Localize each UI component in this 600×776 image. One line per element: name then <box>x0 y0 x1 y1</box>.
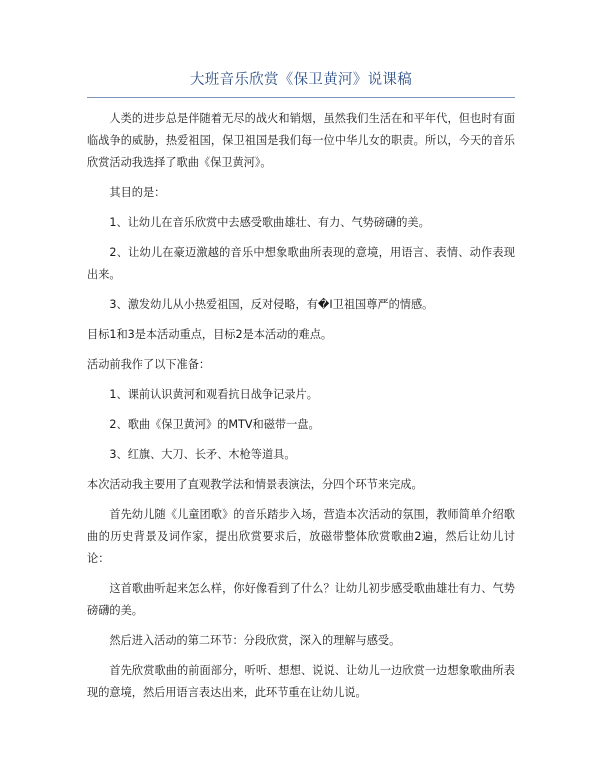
title-divider <box>87 97 515 98</box>
paragraph-step-1-question: 这首歌曲听起来怎么样，你好像看到了什么？让幼儿初步感受歌曲雄壮有力、气势磅礴的美。 <box>87 582 515 617</box>
paragraph-intro: 人类的进步总是伴随着无尽的战火和销烟，虽然我们生活在和平年代，但也时有面临战争的威胁，热爱祖国，保卫祖国是我们每一位中华儿女的职责。所以，今天的音乐欣赏活动我选择了歌曲《保卫黄河》。 <box>87 112 515 169</box>
document-body <box>87 108 515 712</box>
paragraph-goal-1: 1、让幼儿在音乐欣赏中去感受歌曲雄壮、有力、气势磅礴的美。 <box>109 216 430 229</box>
paragraph-step-2-detail: 首先欣赏歌曲的前面部分，听听、想想、说说、让幼儿一边欣赏一边想象歌曲所表现的意境，然后用语言表达出来，此环节重在让幼儿说。 <box>87 664 515 699</box>
paragraph-goal-3: 3、激发幼儿从小热爱祖国，反对侵略，有�I卫祖国尊严的情感。 <box>109 298 434 311</box>
document-title: 大班音乐欣赏《保卫黄河》说课稿 <box>190 72 412 88</box>
paragraph-step-1: 首先幼儿随《儿童团歌》的音乐踏步入场，营造本次活动的氛围，教师简单介绍歌曲的历史背景及词作家，提出欣赏要求后，放磁带整体欣赏歌曲2遍，然后让幼儿讨论： <box>87 508 515 565</box>
paragraph-focus: 目标1和3是本活动重点，目标2是本活动的难点。 <box>87 328 333 341</box>
paragraph-goal-2: 2、让幼儿在豪迈激越的音乐中想象歌曲所表现的意境，用语言、表情、动作表现出来。 <box>87 246 515 281</box>
paragraph-step-2: 然后进入活动的第二环节：分段欣赏，深入的理解与感受。 <box>109 634 401 647</box>
paragraph-prep-3: 3、红旗、大刀、长矛、木枪等道具。 <box>109 448 296 461</box>
paragraph-prep-1: 1、课前认识黄河和观看抗日战争记录片。 <box>109 388 318 401</box>
paragraph-prep-2: 2、歌曲《保卫黄河》的MTV和磁带一盘。 <box>109 418 320 431</box>
paragraph-prep-heading: 活动前我作了以下准备： <box>87 358 211 371</box>
paragraph-methods: 本次活动我主要用了直观教学法和情景表演法，分四个环节来完成。 <box>87 478 423 491</box>
paragraph-goals-heading: 其目的是： <box>109 186 166 199</box>
